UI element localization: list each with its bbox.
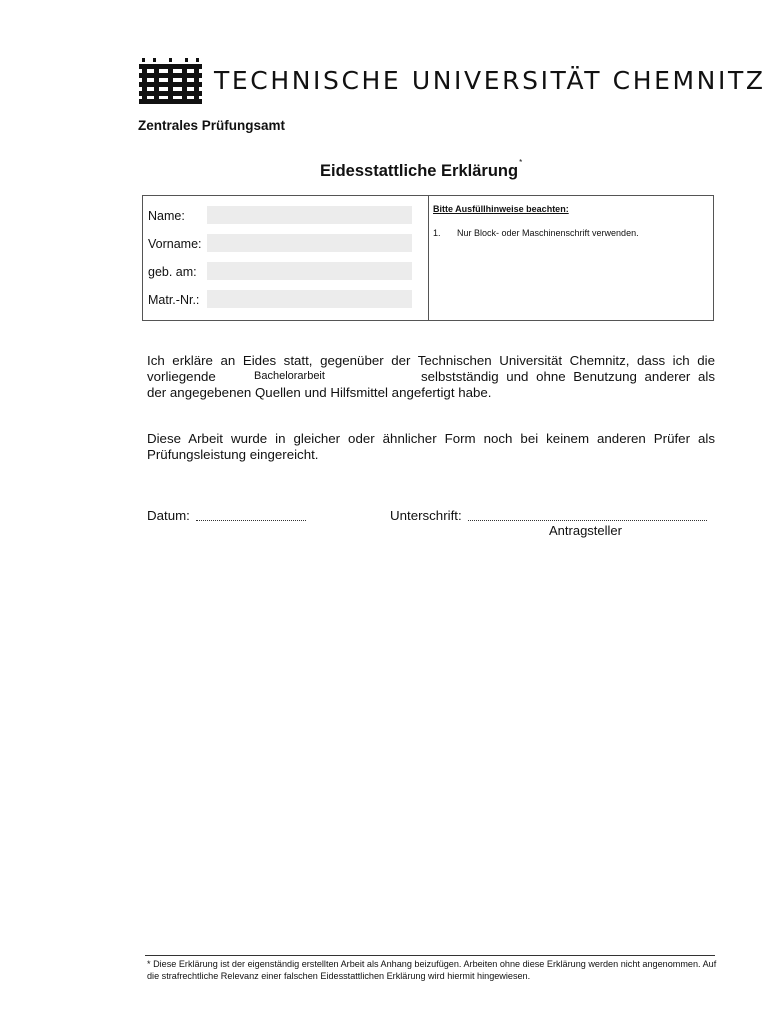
title-text: Eidesstattliche Erklärung xyxy=(320,162,519,180)
page-title xyxy=(320,158,523,181)
work-type-value: Bachelorarbeit xyxy=(254,370,325,382)
hint-number: 1. xyxy=(433,228,441,238)
declaration-line-1: Ich erkläre an Eides statt, gegenüber der Technischen Universität Chemnitz, dass ich die xyxy=(147,353,715,368)
declaration-line-3: der angegebenen Quellen und Hilfsmittel angefertigt habe. xyxy=(147,385,492,400)
birth-date-field[interactable] xyxy=(207,262,412,280)
first-name-label: Vorname: xyxy=(148,237,202,251)
footnote-text: Diese Erklärung ist der eigenständig erstellten Arbeit als Anhang beizufügen. Arbeiten ohne diese Erklärung werden nicht angenommen. Auf die strafrechtliche Relevanz einer falschen Eidesstattlichen Erklärung wird hiermit hingewiesen. xyxy=(147,959,717,981)
declaration-line-2-start: vorliegende xyxy=(147,369,216,384)
signature-line[interactable] xyxy=(468,519,707,521)
statement-line-2: Prüfungsleistung eingereicht. xyxy=(147,447,319,462)
birth-date-label: geb. am: xyxy=(148,265,197,279)
title-footnote-marker: * xyxy=(519,158,523,167)
university-name: TECHNISCHE UNIVERSITÄT CHEMNITZ xyxy=(214,66,766,95)
date-label: Datum: xyxy=(147,508,190,523)
name-field[interactable] xyxy=(207,206,412,224)
hint-text: Nur Block- oder Maschinenschrift verwenden. xyxy=(457,228,639,238)
footnote xyxy=(147,958,717,982)
first-name-field[interactable] xyxy=(207,234,412,252)
date-line[interactable] xyxy=(196,519,306,521)
footnote-divider xyxy=(145,955,715,956)
office-name: Zentrales Prüfungsamt xyxy=(138,118,286,133)
signer-role: Antragsteller xyxy=(549,523,622,538)
signature-label: Unterschrift: xyxy=(390,508,462,523)
matriculation-number-field[interactable] xyxy=(207,290,412,308)
form-box-divider xyxy=(428,195,429,321)
hints-title: Bitte Ausfüllhinweise beachten: xyxy=(433,204,569,214)
matriculation-number-label: Matr.-Nr.: xyxy=(148,293,200,307)
footnote-marker: * xyxy=(147,959,151,969)
statement-line-1: Diese Arbeit wurde in gleicher oder ähnlicher Form noch bei keinem anderen Prüfer als xyxy=(147,431,715,446)
name-label: Name: xyxy=(148,209,185,223)
tu-chemnitz-logo-icon xyxy=(139,58,202,104)
declaration-line-2-end: selbstständig und ohne Benutzung anderer als xyxy=(421,369,715,384)
